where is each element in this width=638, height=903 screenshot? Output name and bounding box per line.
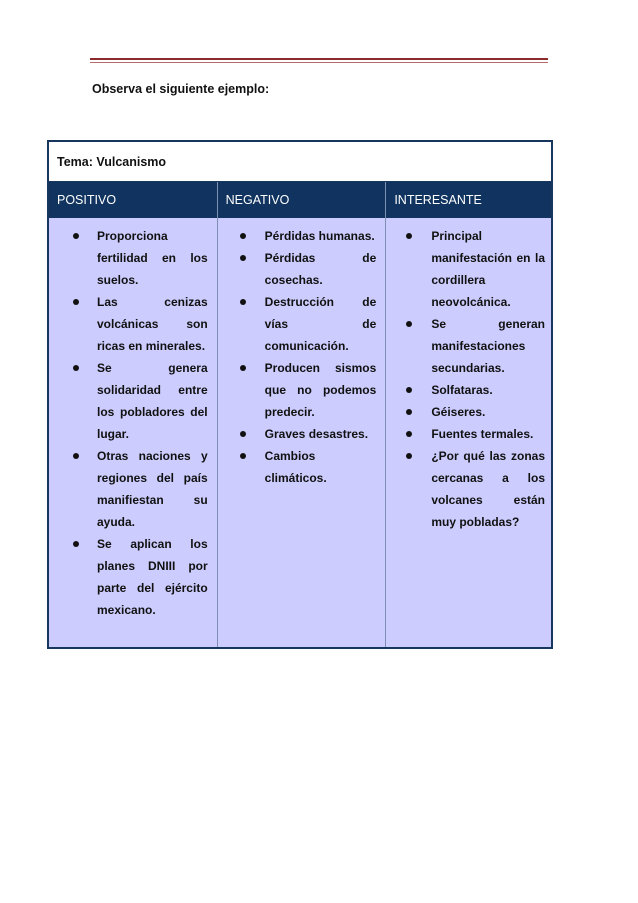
list-item xyxy=(386,225,551,313)
list-item-text: Solfataras. xyxy=(431,383,493,397)
list-item xyxy=(49,225,217,291)
list-item-text: Se genera solidaridad entre los pobladores del lugar. xyxy=(97,361,208,441)
list-item-text: Destrucción de vías de comunicación. xyxy=(264,295,377,353)
bullet-icon xyxy=(406,409,412,415)
bullet-icon xyxy=(240,255,246,261)
list-item-text: Producen sismos que no podemos predecir. xyxy=(264,361,377,419)
table-topic: Tema: Vulcanismo xyxy=(49,142,551,182)
header-positivo: POSITIVO xyxy=(49,182,218,218)
header-rule-thin xyxy=(90,62,548,63)
bullet-icon xyxy=(406,321,412,327)
list-item-text: Géiseres. xyxy=(431,405,486,419)
list-item xyxy=(49,291,217,357)
list-item xyxy=(218,357,386,423)
bullet-icon xyxy=(73,299,79,305)
list-item-text: Las cenizas volcánicas son ricas en minerales. xyxy=(97,295,208,353)
negativo-list xyxy=(218,225,386,489)
list-item xyxy=(218,247,386,291)
list-item-text: Pérdidas humanas. xyxy=(264,229,375,243)
list-item-text: Principal manifestación en la cordillera neovolcánica. xyxy=(431,229,545,309)
list-item xyxy=(386,401,551,423)
list-item xyxy=(218,291,386,357)
bullet-icon xyxy=(240,233,246,239)
bullet-icon xyxy=(406,387,412,393)
list-item xyxy=(49,445,217,533)
list-item xyxy=(386,313,551,379)
list-item-text: Pérdidas de cosechas. xyxy=(264,251,377,287)
bullet-icon xyxy=(406,453,412,459)
intro-text: Observa el siguiente ejemplo: xyxy=(92,82,270,96)
list-item-text: Otras naciones y regiones del país manifiestan su ayuda. xyxy=(97,449,208,529)
list-item xyxy=(218,225,386,247)
list-item xyxy=(386,379,551,401)
table-body-row xyxy=(49,218,551,647)
list-item-text: Proporciona fertilidad en los suelos. xyxy=(97,229,208,287)
bullet-icon xyxy=(73,233,79,239)
bullet-icon xyxy=(73,453,79,459)
bullet-icon xyxy=(240,453,246,459)
list-item xyxy=(386,445,551,533)
list-item xyxy=(49,357,217,445)
pni-table xyxy=(47,140,553,649)
column-positivo xyxy=(49,218,218,647)
list-item xyxy=(218,445,386,489)
header-rule xyxy=(90,58,548,60)
list-item xyxy=(218,423,386,445)
bullet-icon xyxy=(240,299,246,305)
column-negativo xyxy=(218,218,387,647)
list-item-text: Fuentes termales. xyxy=(431,427,534,441)
bullet-icon xyxy=(73,365,79,371)
list-item-text: ¿Por qué las zonas cercanas a los volcanes están muy pobladas? xyxy=(431,449,545,529)
bullet-icon xyxy=(240,365,246,371)
positivo-list xyxy=(49,225,217,621)
header-negativo: NEGATIVO xyxy=(218,182,387,218)
bullet-icon xyxy=(406,233,412,239)
bullet-icon xyxy=(406,431,412,437)
list-item xyxy=(386,423,551,445)
list-item xyxy=(49,533,217,621)
header-interesante: INTERESANTE xyxy=(394,193,482,207)
bullet-icon xyxy=(73,541,79,547)
bullet-icon xyxy=(240,431,246,437)
table-header-row xyxy=(49,182,551,218)
column-interesante xyxy=(386,218,551,647)
list-item-text: Cambios climáticos. xyxy=(264,449,327,485)
interesante-list xyxy=(386,225,551,533)
list-item-text: Se generan manifestaciones secundarias. xyxy=(431,317,545,375)
list-item-text: Graves desastres. xyxy=(264,427,369,441)
list-item-text: Se aplican los planes DNIII por parte del ejército mexicano. xyxy=(97,537,208,617)
